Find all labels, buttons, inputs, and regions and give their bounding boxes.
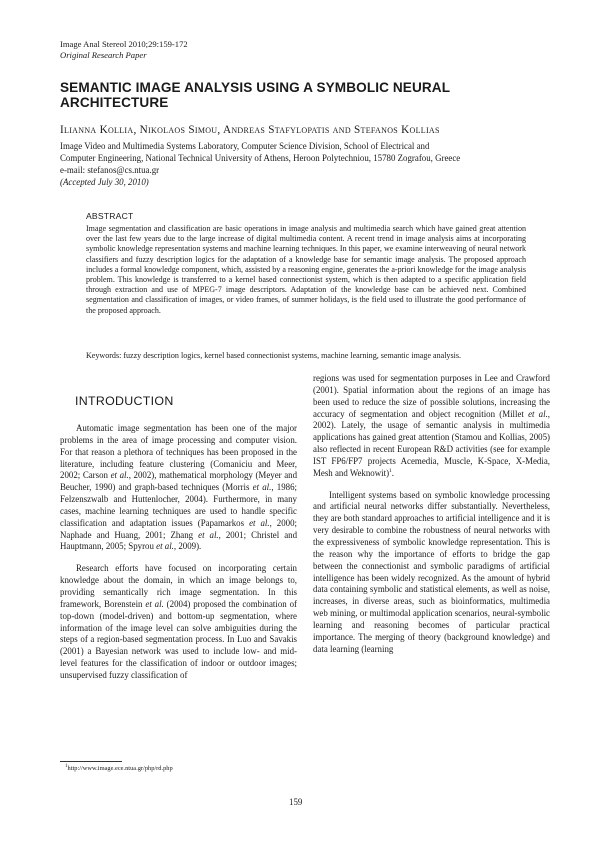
paragraph: regions was used for segmentation purposes in Lee and Crawford (2001). Spatial information about the regions of an image has been used to reduce the size of possible solutions, increasing the accuracy of segmentation and object recognition (Millet et al., 2002). Lately, the usage of semantic analysis in multimedia applications has gained great attention (Stamou and Kollias, 2005) also reflected in recent European R&D activities (see for example IST FP6/FP7 projects Acemedia, Muscle, K-Space, X-Media, Mesh and Weknowit)$^1$. [313, 373, 551, 478]
accepted-date: (Accepted July 30, 2010) [60, 177, 149, 187]
paper-type: Original Research Paper [60, 50, 147, 60]
journal-citation: Image Anal Stereol 2010;29:159-172 [60, 39, 188, 49]
footnote-mark: 1 [65, 764, 68, 769]
footnote-reference: 1 [389, 467, 392, 474]
affiliation-line-1: Image Video and Multimedia Systems Laboratory, Computer Science Division, School of Electrical and [60, 141, 430, 151]
paragraph: Intelligent systems based on symbolic knowledge processing and artificial neural networks differ substantially. Nevertheless, they are both standard approaches to artificial intelligence and it is very desirable to combine the robustness of neural networks with the expressiveness of symbolic knowledge representation. This is the reason why the importance of efforts to bridge the gap between the connectionist and symbolic paradigms of artificial intelligence has been widely recognized. As the amount of hybrid data containing symbolic and statistical elements, as well as noise, increases, in diverse areas, such as bioinformatics, multimedia web mining, or multimodal application scenarios, neural-symbolic learning and reasoning becomes of particular practical importance. The merging of theory (background knowledge) and data learning (learning [313, 489, 550, 654]
journal-header [60, 39, 188, 61]
footnote-url[interactable]: http://www.image.ece.ntua.gr/php/rd.php [67, 765, 173, 773]
affiliation-block [60, 140, 560, 188]
paper-title [60, 80, 540, 110]
affiliation-line-2: Computer Engineering, National Technical University of Athens, Heroon Polytechniou, 15780 Zografou, Greece [60, 153, 461, 163]
abstract-heading: ABSTRACT [86, 211, 134, 221]
keywords: Keywords: fuzzy description logics, kernel based connectionist systems, machine learning, semantic image analysis. [86, 351, 461, 360]
left-column [60, 423, 297, 692]
right-column [313, 373, 550, 665]
author-list: Ilianna Kollia, Nikolaos Simou, Andreas Stafylopatis and Stefanos Kollias [60, 124, 440, 136]
paragraph: Research efforts have focused on incorporating certain knowledge about the domain, in which an image belongs to, providing semantically rich image segmentation. In this framework, Borenstein et al. (2004) proposed the combination of top-down (model-driven) and bottom-up segmentation, where information of the image level can solve ambiguities during the steps of a region-based segmentation process. In Luo and Savakis (2001) a Bayesian network was used to include low- and mid-level features for the classification of indoor or outdoor images; unsupervised fuzzy classification of [60, 563, 297, 680]
page-number: 159 [289, 797, 303, 807]
title-line-2: ARCHITECTURE [60, 95, 169, 110]
contact-email: e-mail: stefanos@cs.ntua.gr [60, 165, 160, 175]
abstract-text: Image segmentation and classification are basic operations in image analysis and multimedia search which have gained great attention over the last few years due to the large increase of digital multimedia content. A recent trend in image analysis aims at incorporating symbolic knowledge representation systems and machine learning techniques. In this paper, we examine interweaving of neural network classifiers and fuzzy description logics for the adaptation of a knowledge base for semantic image analysis. The proposed approach includes a formal knowledge component, which, assisted by a reasoning engine, generates the a-priori knowledge for the image analysis problem. This knowledge is transferred to a kernel based connectionist system, which is then adapted to a specific application field through extraction and use of MPEG-7 image descriptors. Adaptation of the knowledge base can be achieved next. Combined segmentation and classification of images, or video frames, of summer holidays, is the field used to illustrate the good performance of the proposed approach. [86, 224, 526, 315]
footnote [65, 764, 173, 772]
section-heading-introduction: INTRODUCTION [75, 394, 174, 408]
title-line-1: SEMANTIC IMAGE ANALYSIS USING A SYMBOLIC NEURAL [60, 80, 451, 95]
footnote-rule [60, 761, 122, 762]
paragraph: Automatic image segmentation has been one of the major problems in the area of image processing and computer vision. For that reason a plethora of techniques has been proposed in the literature, including feature clustering (Comaniciu and Meer, 2002; Carson et al., 2002), mathematical morphology (Meyer and Beucher, 1990) and graph-based techniques (Morris et al., 1986; Felzenszwalb and Huttenlocher, 2004). Furthermore, in many cases, machine learning techniques are used to handle specific classification and adaptation issues (Papamarkos et al., 2000; Naphade and Huang, 2001; Zhang et al., 2001; Christel and Hauptmann, 2005; Spyrou et al., 2009). [60, 423, 298, 552]
